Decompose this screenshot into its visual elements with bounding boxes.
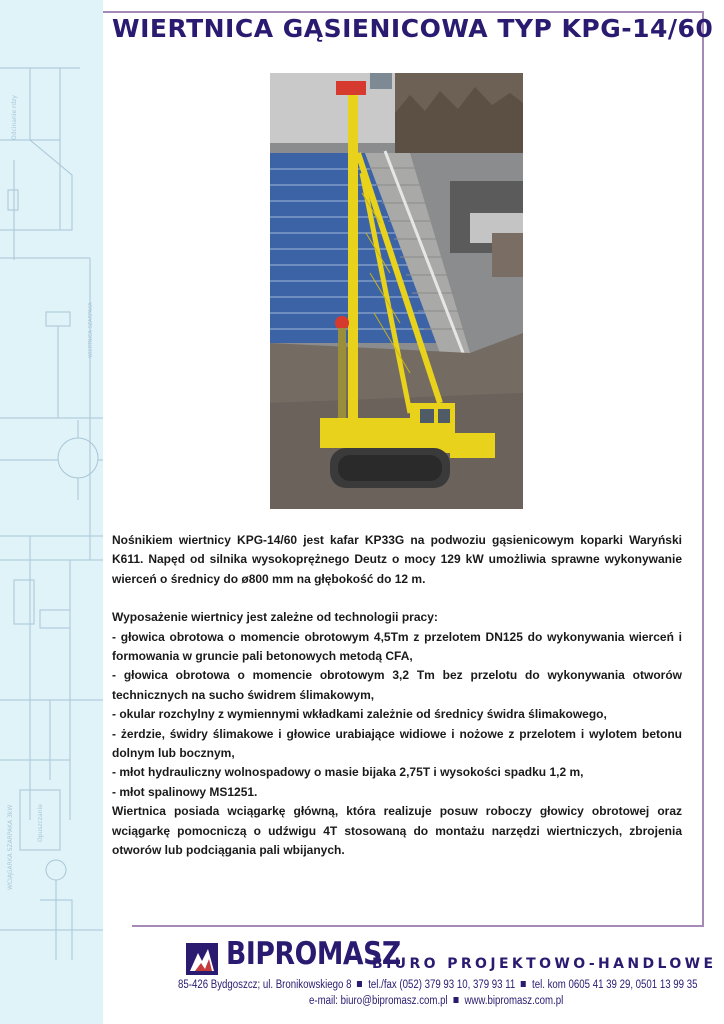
- equipment-item: - młot spalinowy MS1251.: [112, 784, 258, 799]
- frame-bottom-line: [132, 925, 704, 927]
- separator-square-icon: [521, 981, 526, 987]
- equipment-item: - okular rozchylny z wymiennymi wkładkami zależnie od średnicy świdra ślimakowego,: [112, 707, 607, 722]
- separator-square-icon: [454, 997, 459, 1003]
- equipment-heading: Wyposażenie wiertnicy jest zależne od technologii pracy:: [112, 610, 438, 625]
- sketch-label-wiertnica: WIERTNICA SZARPAKA: [88, 302, 94, 358]
- description-text: [112, 531, 682, 861]
- company-website: www.bipromasz.com.pl: [464, 995, 564, 1007]
- equipment-item: - młot hydrauliczny wolnospadowy o masie bijaka 2,75T i wysokości spadku 1,2 m,: [112, 765, 584, 780]
- sketch-label-opuszczanie: Opuszczanie: [37, 804, 44, 842]
- technical-drawing-strip: [0, 0, 103, 1024]
- separator-square-icon: [357, 981, 362, 987]
- company-telfax: tel./fax (052) 379 93 10, 379 93 11: [368, 979, 516, 991]
- sketch-label-odcinanie: Odcinanie rdzy: [11, 95, 18, 140]
- technical-drawing-sketch: [0, 0, 103, 1024]
- intro-paragraph: Nośnikiem wiertnicy KPG-14/60 jest kafar KP33G na podwoziu gąsienicowym koparki Waryński K611. Napęd od silnika wysokoprężnego Deutz o mocy 129 kW umożliwia sprawne wykonywanie wierceń o średnicy do ø800 mm na głębokość do 12 m.: [112, 533, 682, 586]
- frame-right-line: [702, 11, 704, 927]
- equipment-item: - żerdzie, świdry ślimakowe i głowice urabiające widiowe i nożowe z przelotem i wylotem betonu dolnym lub bocznym,: [112, 726, 682, 761]
- company-address: 85-426 Bydgoszcz; ul. Bronikowskiego 8: [178, 979, 352, 991]
- company-contact-line: [309, 995, 563, 1007]
- equipment-item: - głowica obrotowa o momencie obrotowym 3,2 Tm bez przelotu do wykonywania otworów technicznych na sucho świdrem ślimakowym,: [112, 668, 682, 702]
- drilling-rig-photo: [270, 73, 523, 509]
- company-brand: BIPROMASZ: [226, 936, 401, 972]
- paragraph-spacer: [112, 589, 682, 608]
- winch-paragraph: Wiertnica posiada wciągarkę główną, która realizuje posuw roboczy głowicy obrotowej oraz wciągarkę pomocniczą o udźwigu 4T stosowaną do montażu narzędzi wiertniczych, zbrojenia otworów lub podciągania pali wbijanych.: [112, 804, 682, 858]
- company-address-line: [178, 979, 697, 991]
- page-title: WIERTNICA GĄSIENICOWA TYP KPG-14/60: [112, 14, 714, 43]
- equipment-item: - głowica obrotowa o momencie obrotowym 4,5Tm z przelotem DN125 do wykonywania wierceń i formowania w gruncie pali betonowych metodą CFA,: [112, 629, 682, 664]
- drilling-rig-illustration: [270, 73, 523, 509]
- company-email: e-mail: biuro@bipromasz.com.pl: [309, 995, 448, 1007]
- company-mobile: tel. kom 0605 41 39 29, 0501 13 99 35: [532, 979, 698, 991]
- sketch-label-wciagarka: WCIĄGARKA SZARPAKA 3kW: [7, 804, 14, 890]
- company-subtitle: BIURO PROJEKTOWO-HANDLOWE: [372, 956, 717, 972]
- bipromasz-logo-icon: [186, 943, 218, 975]
- frame-top-line: [103, 11, 704, 13]
